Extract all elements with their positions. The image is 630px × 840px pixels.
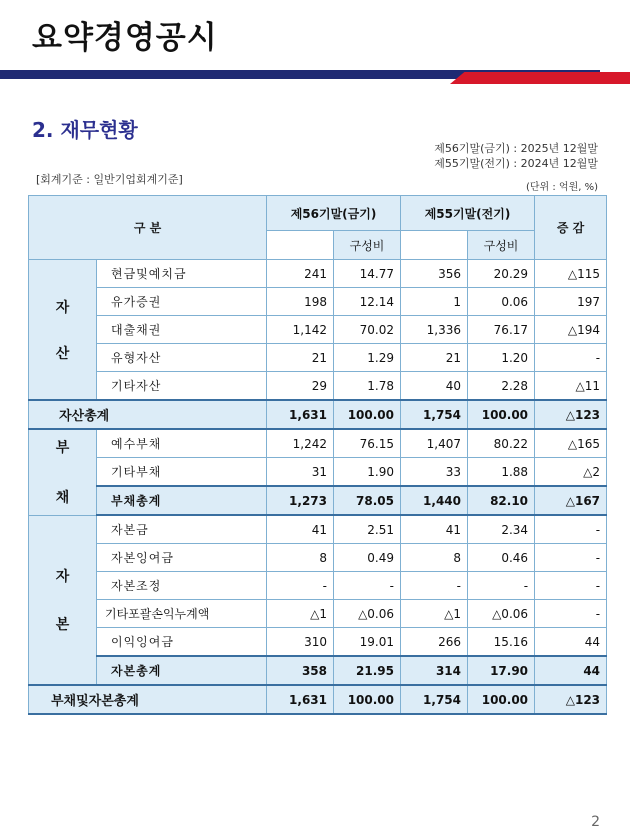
change-value: △123 (535, 400, 607, 429)
prior-amount: 41 (401, 515, 468, 544)
prior-ratio: △0.06 (468, 600, 535, 628)
col-current-header: 제56기말(금기) (267, 196, 401, 231)
equity-total-row (29, 656, 607, 685)
current-ratio: 0.49 (334, 544, 401, 572)
change-value: △115 (535, 260, 607, 288)
current-amount: 358 (267, 656, 334, 685)
prior-ratio: 20.29 (468, 260, 535, 288)
page-number: 2 (591, 814, 600, 830)
change-value: - (535, 344, 607, 372)
prior-ratio: 76.17 (468, 316, 535, 344)
prior-amount: 33 (401, 458, 468, 487)
current-amount: 1,142 (267, 316, 334, 344)
row-item: 유가증권 (97, 288, 267, 316)
current-ratio: △0.06 (334, 600, 401, 628)
table-row (29, 372, 607, 401)
prior-amount: 1,407 (401, 429, 468, 458)
prior-amount: 1,754 (401, 400, 468, 429)
equity-category (29, 515, 97, 685)
row-item: 자본조정 (97, 572, 267, 600)
prior-ratio: 82.10 (468, 486, 535, 515)
prior-ratio: 100.00 (468, 400, 535, 429)
prior-amount: 40 (401, 372, 468, 401)
current-ratio: 70.02 (334, 316, 401, 344)
current-amount: 8 (267, 544, 334, 572)
current-ratio: 100.00 (334, 685, 401, 714)
prior-amount: △1 (401, 600, 468, 628)
change-value: △2 (535, 458, 607, 487)
current-amount: 29 (267, 372, 334, 401)
prior-ratio-subheader: 구성비 (468, 231, 535, 260)
prior-ratio: 0.06 (468, 288, 535, 316)
prior-ratio: 1.20 (468, 344, 535, 372)
current-amount-subheader (267, 231, 334, 260)
current-amount: 310 (267, 628, 334, 657)
current-amount: 1,631 (267, 685, 334, 714)
prior-ratio: 2.28 (468, 372, 535, 401)
prior-ratio: 0.46 (468, 544, 535, 572)
prior-amount: 1,336 (401, 316, 468, 344)
assets-label-top: 자 (55, 299, 70, 316)
assets-total-row (29, 400, 607, 429)
prior-amount: 21 (401, 344, 468, 372)
change-value: △165 (535, 429, 607, 458)
prior-ratio: 17.90 (468, 656, 535, 685)
prior-ratio: 100.00 (468, 685, 535, 714)
liabilities-category (29, 429, 97, 515)
equity-label-bottom: 본 (55, 616, 70, 633)
row-item: 기타자산 (97, 372, 267, 401)
current-amount: 1,273 (267, 486, 334, 515)
period-prior: 제55기말(전기) : 2024년 12월말 (434, 157, 598, 170)
document-title: 요약경영공시 (32, 20, 218, 56)
current-ratio: 2.51 (334, 515, 401, 544)
total-label: 자산총계 (29, 400, 267, 429)
prior-amount: 314 (401, 656, 468, 685)
red-stripe (450, 72, 630, 84)
header-row (29, 196, 607, 231)
current-ratio: 1.90 (334, 458, 401, 487)
change-value: △11 (535, 372, 607, 401)
table-row (29, 344, 607, 372)
current-ratio-subheader: 구성비 (334, 231, 401, 260)
prior-ratio: 1.88 (468, 458, 535, 487)
change-value: - (535, 600, 607, 628)
financial-status-table (28, 195, 607, 715)
prior-amount: 356 (401, 260, 468, 288)
prior-amount-subheader (401, 231, 468, 260)
current-amount: 41 (267, 515, 334, 544)
current-amount: 241 (267, 260, 334, 288)
assets-label-bottom: 산 (55, 345, 70, 362)
grand-total-label: 부채및자본총계 (29, 685, 267, 714)
current-ratio: - (334, 572, 401, 600)
prior-amount: 1 (401, 288, 468, 316)
row-item: 기타포괄손익누계액 (97, 600, 267, 628)
row-item: 예수부채 (97, 429, 267, 458)
col-prior-header: 제55기말(전기) (401, 196, 535, 231)
title-divider-bar (0, 70, 630, 84)
liabilities-label-top: 부 (55, 440, 70, 457)
grand-total-row (29, 685, 607, 714)
row-item: 이익잉여금 (97, 628, 267, 657)
section-heading: 2. 재무현황 (32, 118, 138, 142)
table-row (29, 316, 607, 344)
prior-amount: 266 (401, 628, 468, 657)
current-ratio: 78.05 (334, 486, 401, 515)
current-amount: △1 (267, 600, 334, 628)
total-label: 부채총계 (97, 486, 267, 515)
table-row (29, 515, 607, 544)
liabilities-label-bottom: 채 (55, 490, 70, 507)
prior-ratio: 80.22 (468, 429, 535, 458)
prior-ratio: 15.16 (468, 628, 535, 657)
table-row (29, 600, 607, 628)
current-ratio: 100.00 (334, 400, 401, 429)
current-amount: 1,631 (267, 400, 334, 429)
row-item: 자본잉여금 (97, 544, 267, 572)
total-label: 자본총계 (97, 656, 267, 685)
liabilities-total-row (29, 486, 607, 515)
row-item: 기타부채 (97, 458, 267, 487)
table-row (29, 260, 607, 288)
table-row (29, 544, 607, 572)
current-ratio: 1.29 (334, 344, 401, 372)
assets-category (29, 260, 97, 401)
current-ratio: 19.01 (334, 628, 401, 657)
change-value: 44 (535, 628, 607, 657)
current-ratio: 21.95 (334, 656, 401, 685)
current-amount: 31 (267, 458, 334, 487)
accounting-basis: [회계기준 : 일반기업회계기준] (36, 173, 183, 186)
table-row (29, 458, 607, 487)
current-amount: - (267, 572, 334, 600)
change-value: - (535, 572, 607, 600)
prior-amount: 8 (401, 544, 468, 572)
row-item: 자본금 (97, 515, 267, 544)
prior-amount: 1,754 (401, 685, 468, 714)
change-value: - (535, 544, 607, 572)
current-amount: 21 (267, 344, 334, 372)
unit-note: (단위 : 억원, %) (525, 182, 598, 193)
row-item: 현금및예치금 (97, 260, 267, 288)
current-ratio: 12.14 (334, 288, 401, 316)
change-value: △167 (535, 486, 607, 515)
current-amount: 198 (267, 288, 334, 316)
change-value: △194 (535, 316, 607, 344)
table-row (29, 429, 607, 458)
col-category-header: 구 분 (29, 196, 267, 260)
col-change-header: 증 감 (535, 196, 607, 260)
table-row (29, 628, 607, 657)
prior-ratio: - (468, 572, 535, 600)
row-item: 유형자산 (97, 344, 267, 372)
prior-amount: 1,440 (401, 486, 468, 515)
prior-ratio: 2.34 (468, 515, 535, 544)
current-ratio: 76.15 (334, 429, 401, 458)
equity-label-top: 자 (55, 568, 70, 585)
change-value: - (535, 515, 607, 544)
change-value: △123 (535, 685, 607, 714)
change-value: 44 (535, 656, 607, 685)
period-current: 제56기말(금기) : 2025년 12월말 (434, 142, 598, 155)
change-value: 197 (535, 288, 607, 316)
prior-amount: - (401, 572, 468, 600)
row-item: 대출채권 (97, 316, 267, 344)
table-row (29, 572, 607, 600)
table-row (29, 288, 607, 316)
current-amount: 1,242 (267, 429, 334, 458)
current-ratio: 14.77 (334, 260, 401, 288)
current-ratio: 1.78 (334, 372, 401, 401)
